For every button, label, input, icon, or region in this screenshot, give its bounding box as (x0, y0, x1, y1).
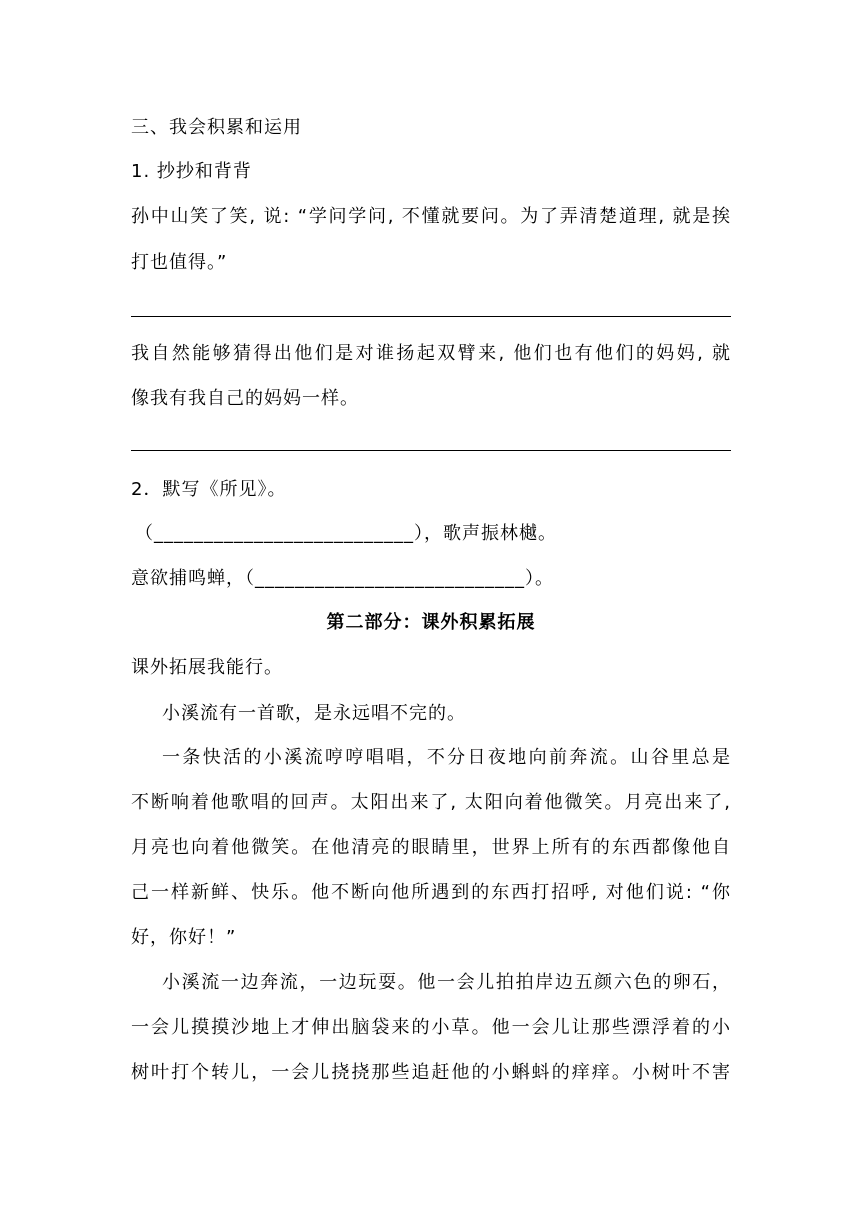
paragraph-3-line-1: 小溪流一边奔流，一边玩耍。他一会儿拍拍岸边五颜六色的卵石， (162, 972, 731, 993)
paragraph-2-line-4: 己一样新鲜、快乐。他不断向他所遇到的东西打招呼, 对他们说: “你 (131, 882, 731, 903)
part-2-heading: 第二部分：课外积累拓展 (326, 612, 536, 633)
paragraph-2-line-5: 好，你好！” (131, 927, 237, 948)
poem-blank-line-1: （__________________________），歌声振林樾。 (135, 523, 557, 544)
question-1-label: 1. 抄抄和背背 (131, 161, 252, 182)
paragraph-2-line-2: 不断响着他歌唱的回声。太阳出来了, 太阳向着他微笑。月亮出来了, (131, 792, 731, 813)
poem-blank-line-2: 意欲捕鸣蝉，（___________________________）。 (131, 568, 554, 589)
section-title: 三、我会积累和运用 (131, 117, 302, 138)
passage-2-line-1: 我自然能够猜得出他们是对谁扬起双臂来, 他们也有他们的妈妈, 就 (131, 343, 731, 364)
question-2-label: 2．默写《所见》。 (131, 479, 287, 500)
passage-1-line-1: 孙中山笑了笑, 说: “学问学问, 不懂就要问。为了弄清楚道理, 就是挨 (131, 206, 731, 227)
passage-1-line-2: 打也值得。” (131, 252, 228, 273)
answer-line-2 (131, 450, 731, 451)
paragraph-2-line-3: 月亮也向着他微笑。在他清亮的眼睛里，世界上所有的东西都像他自 (131, 837, 731, 858)
answer-line-1 (131, 316, 731, 317)
paragraph-3-line-2: 一会儿摸摸沙地上才伸出脑袋来的小草。他一会儿让那些漂浮着的小 (131, 1017, 731, 1038)
passage-2-line-2: 像我有我自己的妈妈一样。 (131, 388, 359, 409)
paragraph-1: 小溪流有一首歌，是永远唱不完的。 (162, 703, 466, 724)
paragraph-2-line-1: 一条快活的小溪流哼哼唱唱，不分日夜地向前奔流。山谷里总是 (162, 747, 731, 768)
part-2-intro: 课外拓展我能行。 (131, 657, 283, 678)
paragraph-3-line-3: 树叶打个转儿，一会儿挠挠那些追赶他的小蝌蚪的痒痒。小树叶不害 (131, 1062, 731, 1083)
